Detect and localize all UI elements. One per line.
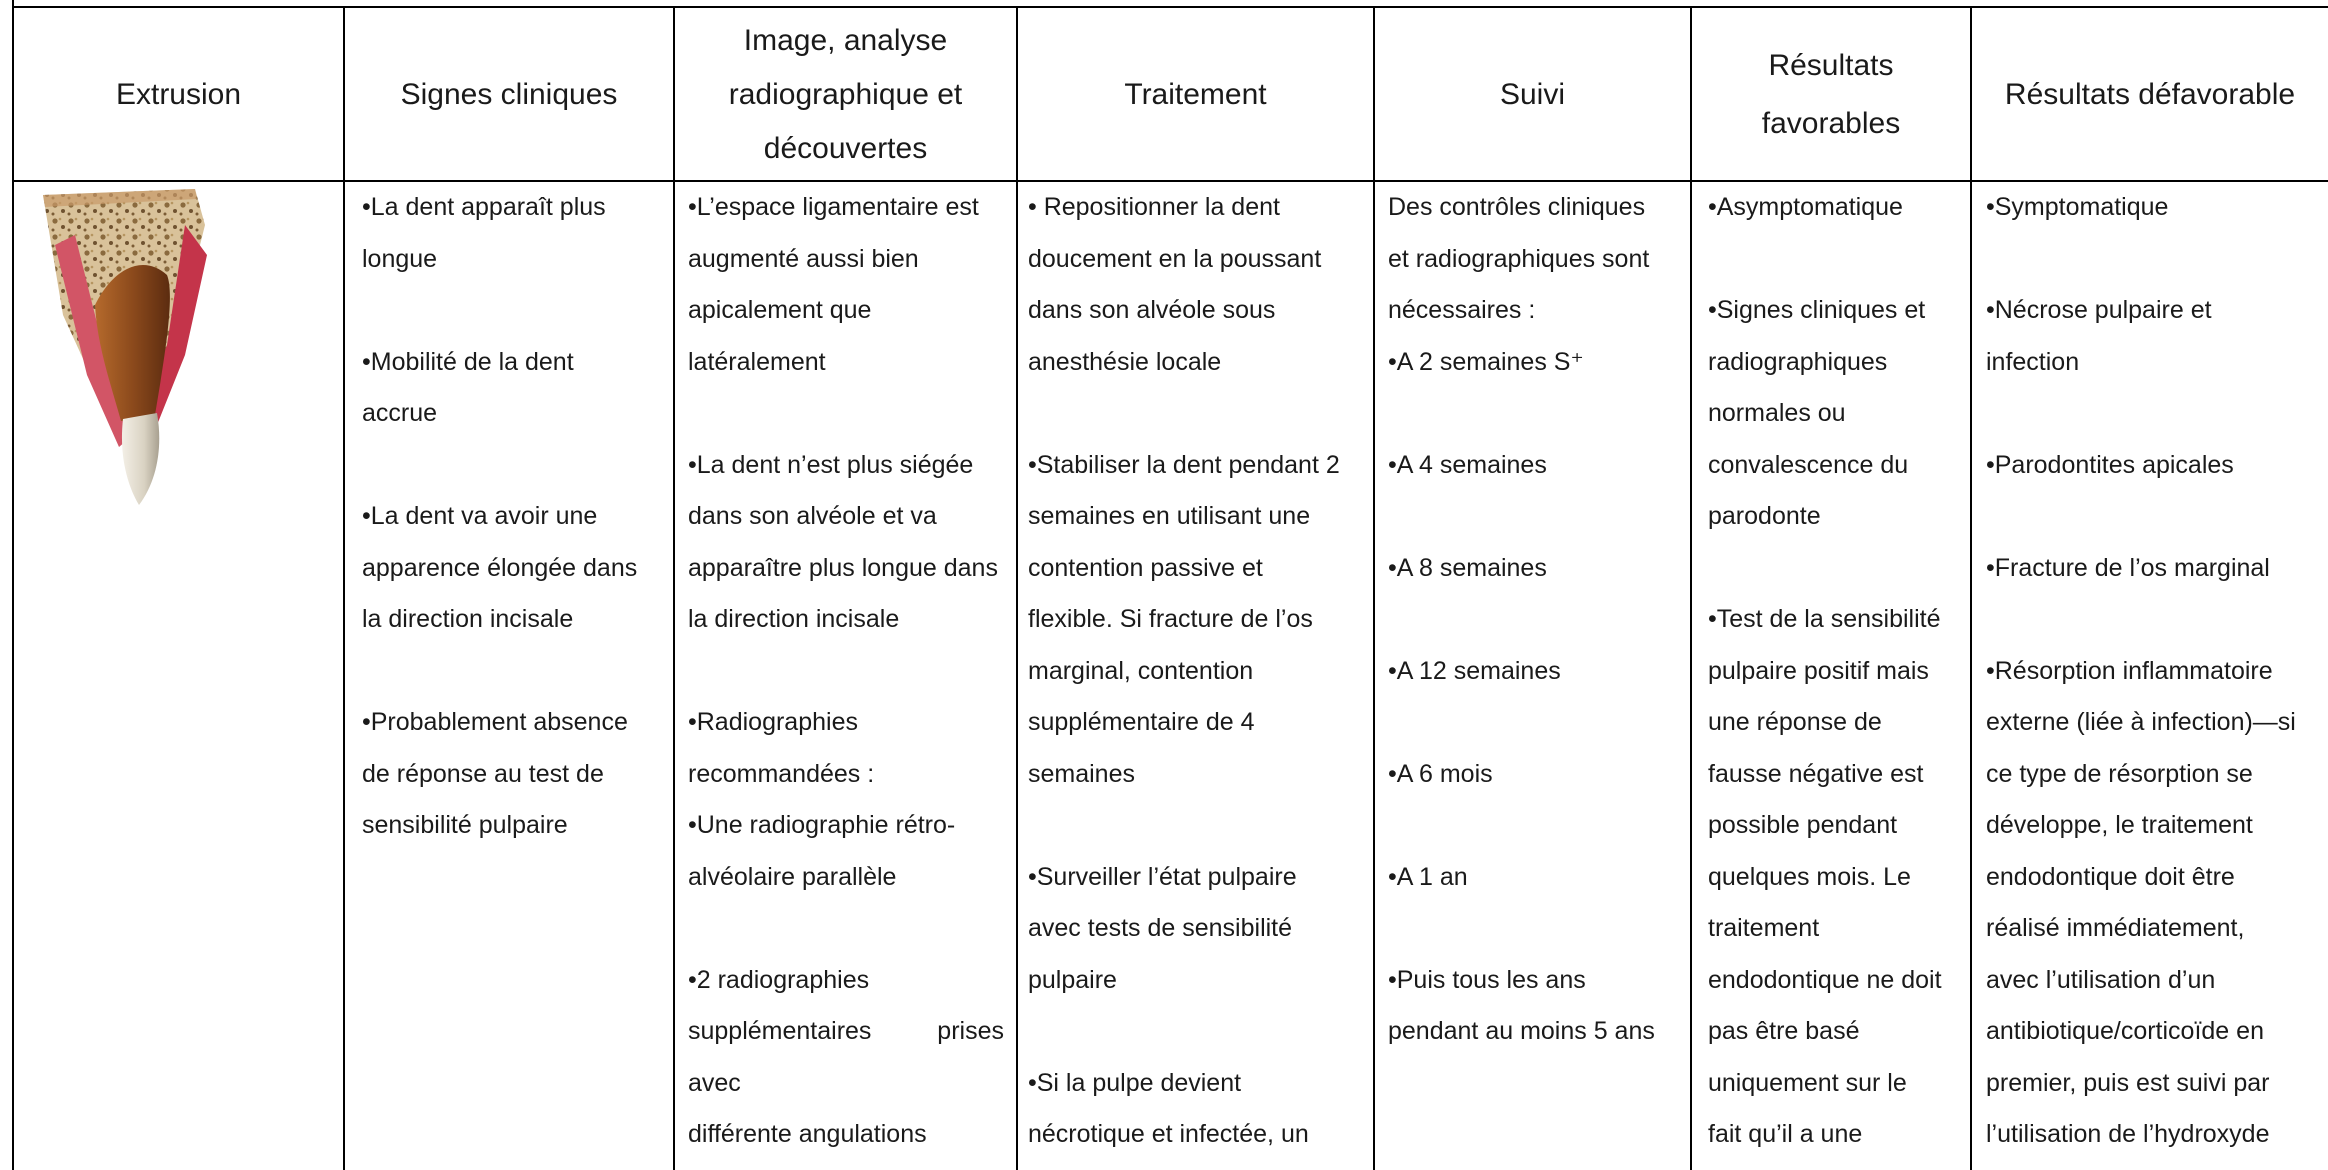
cell-text-line: avec l’utilisation d’un xyxy=(1986,965,2216,994)
cell-text-line: •A 8 semaines xyxy=(1388,553,1547,582)
signes-cliniques-cell xyxy=(362,182,662,852)
cell-text-line: nécrotique et infectée, un xyxy=(1028,1120,1309,1148)
cell-text-line: normales ou xyxy=(1708,399,1846,427)
cell-text-line: fait qu’il a une xyxy=(1708,1120,1863,1148)
cell-text-line: antibiotique/corticoïde en xyxy=(1986,1017,2264,1045)
cell-text-line: dans son alvéole sous xyxy=(1028,296,1276,324)
cell-text-line: radiographiques xyxy=(1708,347,1888,376)
blank-line xyxy=(1388,594,1684,646)
cell-text-line: •2 radiographies xyxy=(688,965,870,994)
cell-text-line: •Stabiliser la dent pendant 2 xyxy=(1028,450,1340,479)
cell-text-line: augmenté aussi bien xyxy=(688,244,919,273)
cell-text-line: infection xyxy=(1986,347,2080,376)
cell-text-line: •A 1 an xyxy=(1388,862,1468,891)
cell-text-line: sensibilité pulpaire xyxy=(362,811,568,839)
cell-text-line: flexible. Si fracture de l’os xyxy=(1028,605,1313,633)
blank-line xyxy=(1986,491,2322,543)
cell-text-line: •Une radiographie rétro- xyxy=(688,811,956,839)
cell-text-line: apparaître plus longue dans xyxy=(688,553,998,582)
cell-text-line: externe (liée à infection)—si xyxy=(1986,708,2296,736)
resultats-favorables-cell xyxy=(1708,182,1966,1161)
cell-text-line: apparence élongée dans xyxy=(362,553,638,582)
column-divider xyxy=(673,8,675,1170)
cell-text-line: semaines xyxy=(1028,759,1135,788)
cell-text-line: •A 12 semaines xyxy=(1388,656,1561,685)
blank-line xyxy=(1028,388,1366,440)
cell-text-line: •L’espace ligamentaire est xyxy=(688,193,979,221)
cell-text-line: •Radiographies xyxy=(688,708,858,736)
cell-text-line: •Résorption inflammatoire xyxy=(1986,656,2273,685)
cell-text-line: dans son alvéole et va xyxy=(688,502,937,530)
resultats-favorables-lines xyxy=(1708,182,1966,1161)
cell-text-line: de réponse au test de xyxy=(362,759,604,788)
blank-line xyxy=(1986,388,2322,440)
cell-text-line: pulpaire positif mais xyxy=(1708,656,1929,685)
cell-text-line: •Mobilité de la dent xyxy=(362,347,574,376)
blank-line xyxy=(362,440,662,492)
cell-text-line: la direction incisale xyxy=(688,605,900,633)
blank-line xyxy=(362,646,662,698)
cell-text-line: différente angulations xyxy=(688,1120,927,1148)
resultats-defavorable-cell xyxy=(1986,182,2322,1161)
blank-line xyxy=(688,903,1004,955)
blank-line xyxy=(1028,800,1366,852)
cell-text-line: ce type de résorption se xyxy=(1986,759,2253,788)
tooth-extrusion-illustration xyxy=(35,185,230,510)
header-resultats-favorables: Résultats favorables xyxy=(1761,49,1901,140)
cell-text-line: •Puis tous les ans xyxy=(1388,965,1586,994)
cell-text-line: uniquement sur le xyxy=(1708,1068,1907,1097)
cell-text-line: alvéolaire parallèle xyxy=(688,862,897,891)
traitement-lines xyxy=(1028,182,1366,1161)
header-extrusion: Extrusion xyxy=(115,78,242,111)
cell-text-line: supplémentaires prises avec xyxy=(688,1017,1004,1097)
blank-line xyxy=(362,285,662,337)
cell-text-line: fausse négative est xyxy=(1708,759,1924,788)
cell-text-line: •Asymptomatique xyxy=(1708,193,1903,221)
cell-text-line: •La dent va avoir une xyxy=(362,502,598,530)
cell-text-line: doucement en la poussant xyxy=(1028,244,1322,273)
cell-text-line: pendant au moins 5 ans xyxy=(1388,1017,1655,1045)
cell-text-line: et radiographiques sont xyxy=(1388,244,1650,273)
cell-text-line: •Test de la sensibilité xyxy=(1708,605,1941,633)
column-divider xyxy=(1970,8,1972,1170)
cell-text-line: recommandées : xyxy=(688,759,875,788)
blank-line xyxy=(1388,903,1684,955)
cell-text-line: marginal, contention xyxy=(1028,656,1254,685)
header-traitement: Traitement xyxy=(1124,78,1267,111)
blank-line xyxy=(1388,697,1684,749)
table-top-border xyxy=(12,6,2328,8)
blank-line xyxy=(1388,388,1684,440)
cell-text-line: endodontique ne doit xyxy=(1708,965,1942,994)
header-image-analyse: Image, analyse radiographique et découvertes xyxy=(728,24,963,165)
cell-text-line: anesthésie locale xyxy=(1028,347,1222,376)
blank-line xyxy=(688,646,1004,698)
suivi-lines xyxy=(1388,182,1684,1058)
blank-line xyxy=(1986,594,2322,646)
header-signes-cliniques: Signes cliniques xyxy=(400,78,618,111)
blank-line xyxy=(688,388,1004,440)
column-divider xyxy=(1690,8,1692,1170)
cell-text-line: •Nécrose pulpaire et xyxy=(1986,296,2212,324)
cell-text-line: •La dent n’est plus siégée xyxy=(688,450,974,479)
blank-line xyxy=(1986,234,2322,286)
cell-text-line: accrue xyxy=(362,399,438,427)
cell-text-line: convalescence du xyxy=(1708,450,1909,479)
cell-text-line: •Fracture de l’os marginal xyxy=(1986,553,2270,582)
cell-text-line: endodontique doit être xyxy=(1986,862,2235,891)
cell-text-line: possible pendant xyxy=(1708,811,1898,839)
column-divider xyxy=(1016,8,1018,1170)
cell-text-line: pulpaire xyxy=(1028,965,1117,994)
traitement-cell xyxy=(1028,182,1366,1161)
signes-cliniques-lines xyxy=(362,182,662,852)
cell-text-line: •Signes cliniques et xyxy=(1708,296,1926,324)
cell-text-line: traitement xyxy=(1708,914,1820,942)
blank-line xyxy=(1708,543,1966,595)
suivi-cell xyxy=(1388,182,1684,1058)
header-suivi: Suivi xyxy=(1499,78,1566,111)
cell-text-line: une réponse de xyxy=(1708,708,1882,736)
cell-text-line: quelques mois. Le xyxy=(1708,862,1911,891)
image-analyse-lines xyxy=(688,182,1004,1161)
header-resultats-defavorable: Résultats défavorable xyxy=(2004,78,2296,111)
cell-text-line: •A 6 mois xyxy=(1388,759,1493,788)
cell-text-line: •Symptomatique xyxy=(1986,193,2169,221)
cell-text-line: la direction incisale xyxy=(362,605,574,633)
cell-text-line: pas être basé xyxy=(1708,1017,1860,1045)
cell-text-line: •Surveiller l’état pulpaire xyxy=(1028,862,1297,891)
cell-text-line: apicalement que xyxy=(688,296,872,324)
cell-text-line: •La dent apparaît plus xyxy=(362,193,606,221)
cell-text-line: parodonte xyxy=(1708,502,1821,530)
cell-text-line: Des contrôles cliniques xyxy=(1388,193,1646,221)
cell-text-line: développe, le traitement xyxy=(1986,811,2253,839)
cell-text-line: •A 4 semaines xyxy=(1388,450,1547,479)
resultats-defavorable-lines xyxy=(1986,182,2322,1161)
cell-text-line: •Si la pulpe devient xyxy=(1028,1068,1242,1097)
cell-text-line: l’utilisation de l’hydroxyde xyxy=(1986,1120,2270,1148)
column-divider xyxy=(1373,8,1375,1170)
cell-text-line: •Parodontites apicales xyxy=(1986,450,2234,479)
column-divider xyxy=(343,8,345,1170)
blank-line xyxy=(1708,234,1966,286)
cell-text-line: supplémentaire de 4 xyxy=(1028,708,1255,736)
cell-text-line: réalisé immédiatement, xyxy=(1986,914,2245,942)
cell-text-line: longue xyxy=(362,244,438,273)
cell-text-line: avec tests de sensibilité xyxy=(1028,914,1293,942)
cell-text-line: •Probablement absence xyxy=(362,708,628,736)
cell-text-line: latéralement xyxy=(688,347,826,376)
blank-line xyxy=(1028,1006,1366,1058)
image-analyse-cell xyxy=(688,182,1004,1161)
cell-text-line: premier, puis est suivi par xyxy=(1986,1068,2270,1097)
cell-text-line: • Repositionner la dent xyxy=(1028,193,1280,221)
blank-line xyxy=(1388,800,1684,852)
cell-text-line: semaines en utilisant une xyxy=(1028,502,1311,530)
cell-text-line: contention passive et xyxy=(1028,553,1263,582)
cell-text-line: nécessaires : xyxy=(1388,296,1536,324)
blank-line xyxy=(1388,491,1684,543)
cell-text-line: •A 2 semaines S⁺ xyxy=(1388,347,1584,376)
